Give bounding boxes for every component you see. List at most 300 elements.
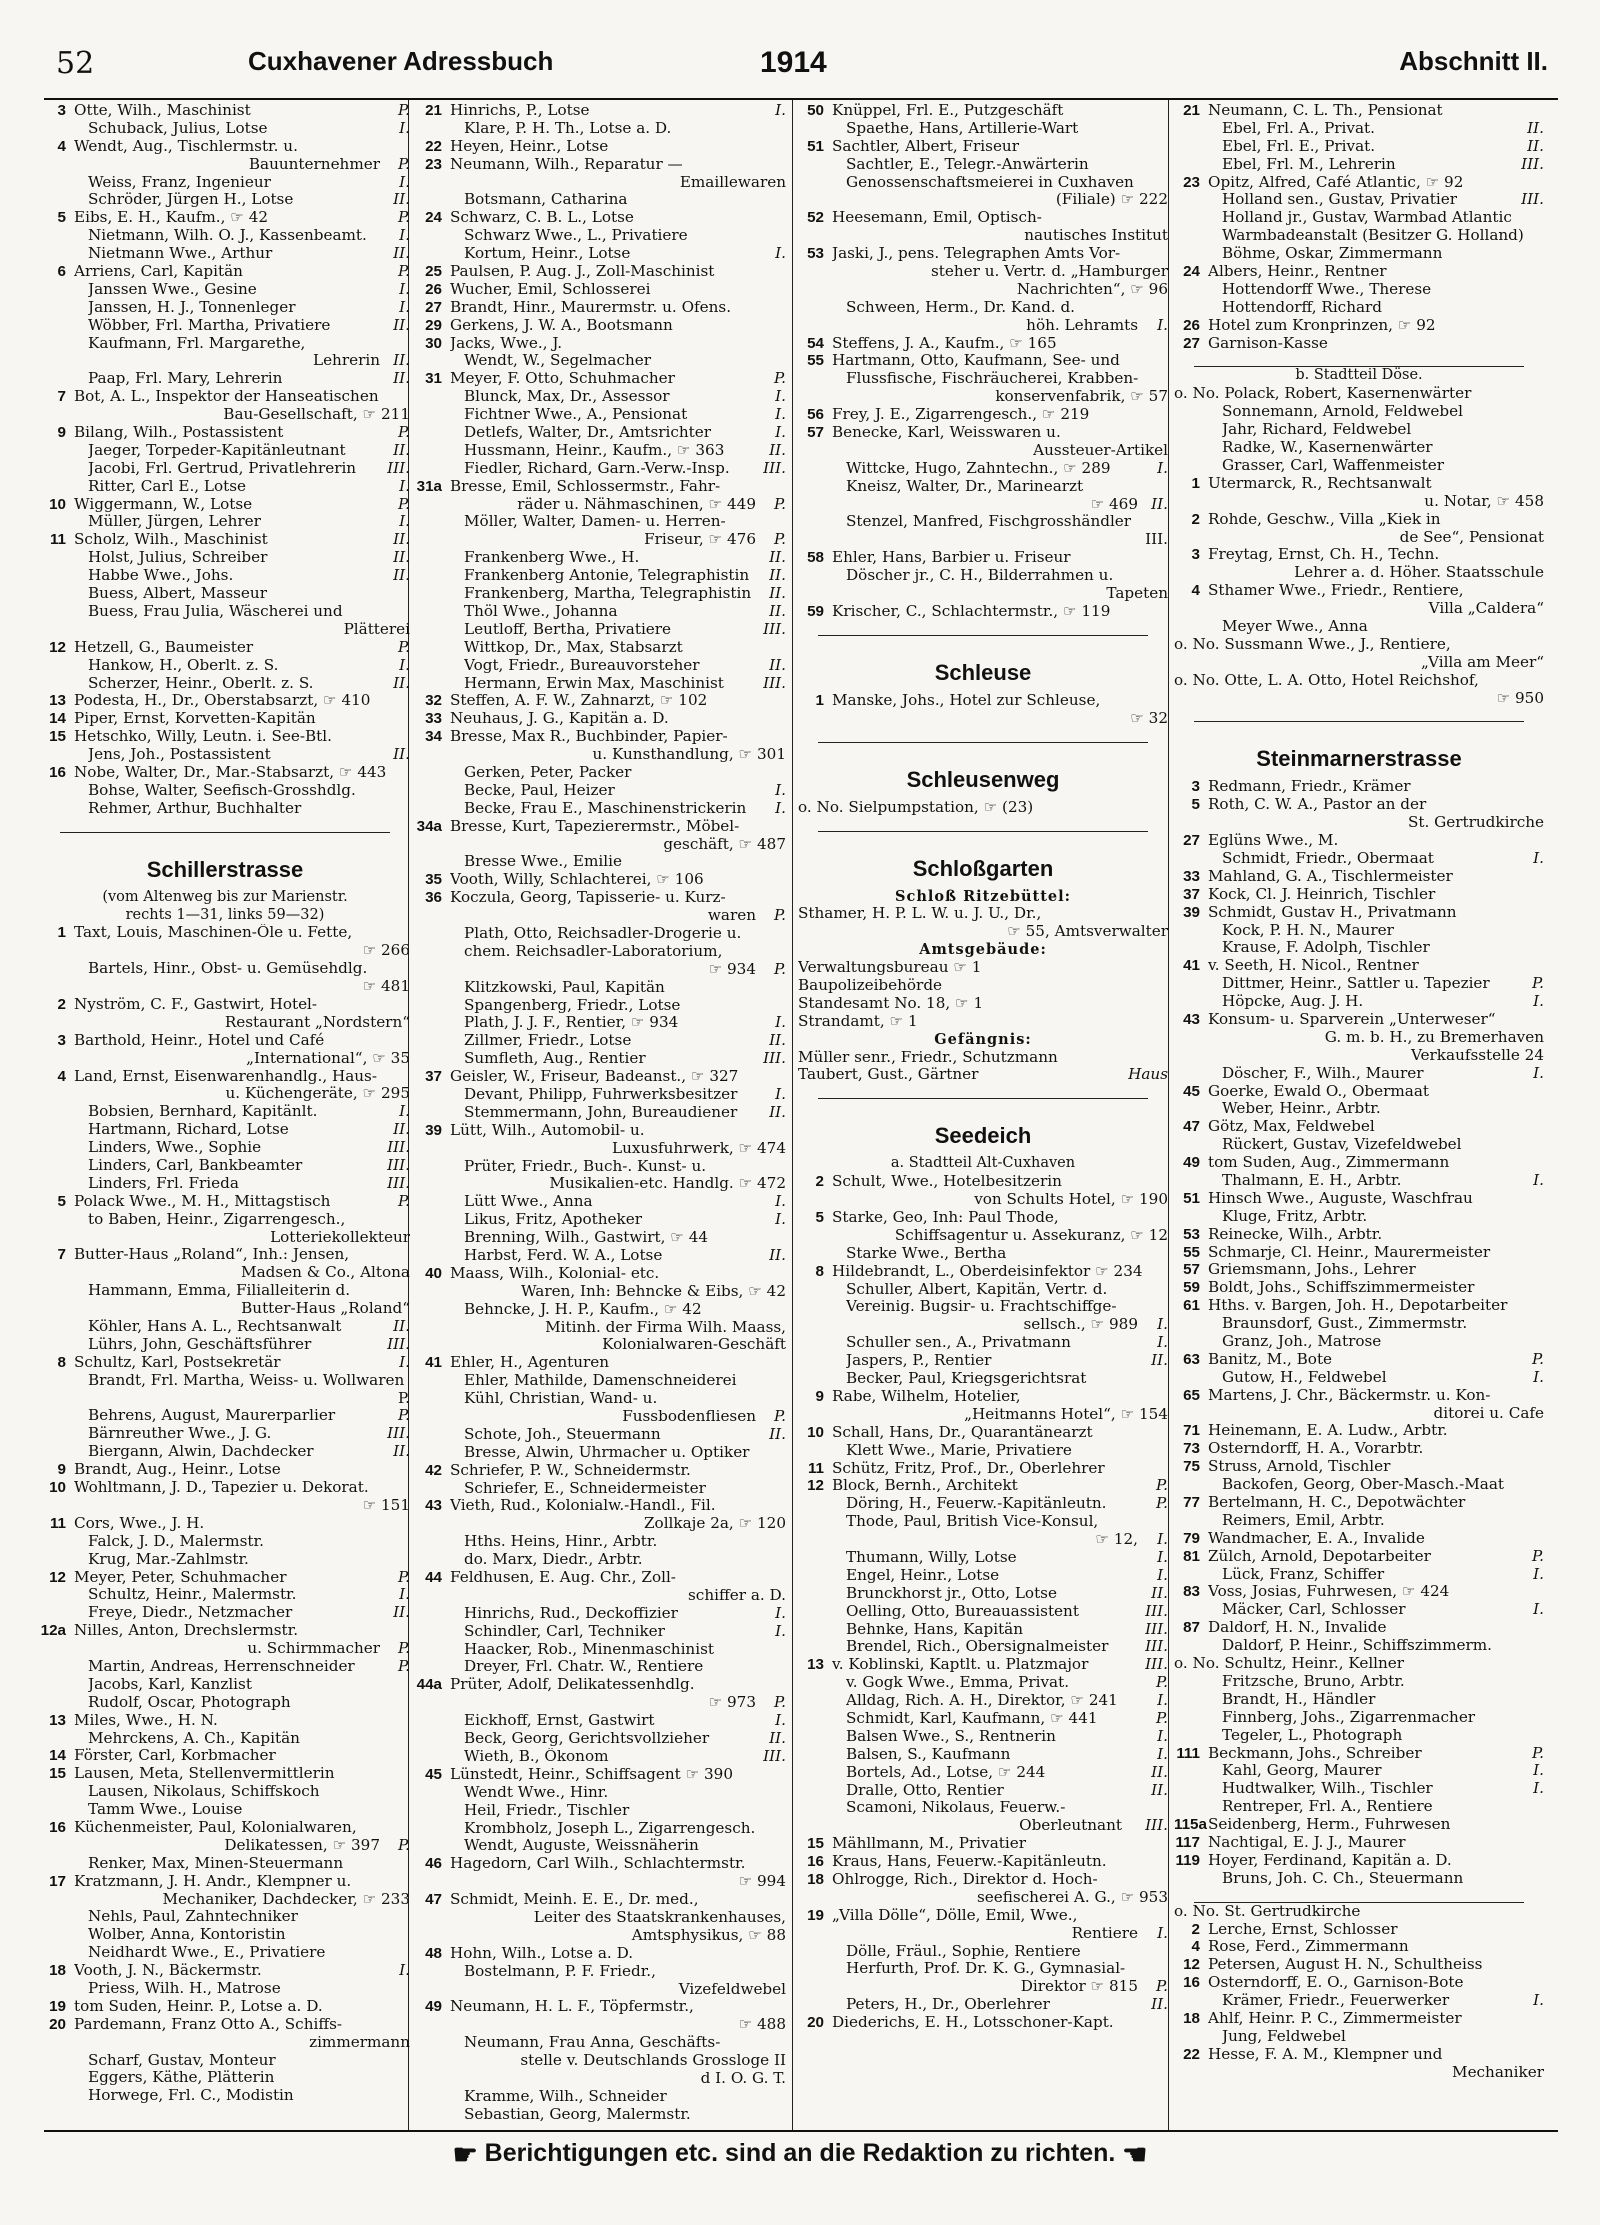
floor-mark: I. [399,119,410,137]
resident-text: ☞ 151 [362,1496,410,1514]
resident-text: Reinecke, Wilh., Arbtr. [1208,1225,1383,1243]
address-entry [1174,1476,1544,1494]
resident-text: Luxusfuhrwerk, ☞ 474 [612,1139,786,1157]
resident-text: Leutloff, Bertha, Privatiere [464,620,672,638]
address-entry [40,1479,410,1497]
address-entry [416,728,786,746]
house-number: 6 [57,263,66,281]
resident-text: Dölle, Fräul., Sophie, Rentiere [846,1942,1081,1960]
address-entry [40,496,410,514]
address-entry [40,531,410,549]
resident-text: Jens, Joh., Postassistent [88,746,271,764]
house-number: 26 [1183,316,1200,334]
address-entry [40,585,410,603]
resident-text: Hetschko, Willy, Leutn. i. See-Btl. [74,728,332,746]
house-number: 16 [49,763,66,781]
address-entry [416,1175,786,1193]
address-entry [798,281,1168,299]
resident-text: Madsen & Co., Altona [241,1264,410,1282]
address-entry [798,1889,1168,1907]
address-entry [40,1246,410,1264]
column-divider [1168,100,1169,2130]
resident-text: „Heitmanns Hotel“, ☞ 154 [964,1405,1168,1423]
resident-text: Biergann, Alwin, Dachdecker [88,1443,314,1461]
resident-text: Rose, Ferd., Zimmermann [1208,1938,1409,1956]
address-entry [798,977,1168,995]
resident-text: Holst, Julius, Schreiber [88,549,268,567]
resident-text: seefischerei A. G., ☞ 953 [976,1888,1168,1906]
resident-text: d I. O. G. T. [700,2069,786,2087]
house-number: 13 [49,692,66,710]
floor-mark: III. [387,1335,410,1353]
address-entry [1174,2064,1544,2082]
address-entry [798,799,1168,817]
floor-mark: I. [1533,1172,1544,1189]
address-entry [798,1603,1168,1621]
house-number: 49 [1183,1154,1200,1172]
house-number: 33 [425,710,442,728]
resident-text: Frankenberg Wwe., H. [464,549,640,567]
resident-text: Ritter, Carl E., Lotse [88,477,247,495]
address-entry [1174,582,1544,600]
address-entry [40,406,410,424]
house-number: 79 [1183,1529,1200,1547]
address-entry [40,513,410,531]
floor-mark: II. [769,656,786,674]
resident-text: Cors, Wwe., J. H. [74,1514,205,1532]
resident-text: Hildebrandt, L., Oberdeisinfektor ☞ 234 [832,1262,1143,1280]
resident-text: Koczula, Georg, Tapisserie- u. Kurz- [450,889,726,907]
address-entry [40,639,410,657]
address-entry [798,585,1168,603]
floor-mark: I. [775,1622,786,1640]
resident-text: Tapeten [1106,585,1168,603]
resident-text: Götz, Max, Feldwebel [1208,1118,1375,1136]
resident-text: Mäcker, Carl, Schlosser [1222,1601,1406,1619]
resident-text: Klitzkowski, Paul, Kapitän [464,978,665,996]
address-entry [416,442,786,460]
resident-text: Jaeger, Torpeder-Kapitänleutnant [88,441,346,459]
resident-text: Engel, Heinr., Lotse [846,1566,1000,1584]
resident-text: Horwege, Frl. C., Modistin [88,2087,294,2105]
resident-text: ☞ 469 [1090,495,1138,513]
resident-text: o. No. Sussmann Wwe., J., Rentiere, [1174,635,1451,653]
resident-text: Daldorf, P. Heinr., Schiffszimmerm. [1222,1637,1492,1655]
house-number: 3 [1191,546,1200,564]
resident-text: ☞ 32 [1130,709,1168,727]
house-number: 12a [40,1622,66,1640]
header-rule [44,98,1558,100]
address-entry [1174,1798,1544,1816]
address-entry [416,1301,786,1319]
address-entry [40,1050,410,1068]
floor-mark: II. [393,674,410,692]
floor-mark: II. [393,352,410,370]
address-entry [40,1068,410,1086]
resident-text: Boldt, Johs., Schiffszimmermeister [1208,1279,1475,1297]
address-entry [798,478,1168,496]
address-entry [40,370,410,388]
address-entry [416,585,786,603]
house-number: 119 [1175,1851,1200,1869]
address-entry [40,156,410,174]
house-number: 19 [49,1997,66,2015]
address-entry [40,245,410,263]
resident-text: Struss, Arnold, Tischler [1208,1458,1391,1476]
house-number: 115a [1174,1816,1207,1834]
building-subheading: Schloß Ritzebüttel: [895,887,1071,905]
address-entry [40,657,410,675]
resident-text: u. Schirmmacher [247,1640,380,1658]
page-header [40,40,1560,90]
address-entry [1174,1512,1544,1530]
resident-text: Direktor ☞ 815 [1020,1978,1138,1996]
house-number: 32 [425,692,442,710]
house-number: 53 [1183,1225,1200,1243]
address-entry [40,1998,410,2016]
house-number: 12 [49,638,66,656]
address-entry [416,1086,786,1104]
resident-text: ☞ 481 [362,978,410,996]
resident-text: Nachtigal, E. J. J., Maurer [1208,1833,1406,1851]
address-entry [40,692,410,710]
resident-text: Bohse, Walter, Seefisch-Grosshdlg. [88,781,356,799]
resident-text: Kolonialwaren-Geschäft [602,1336,786,1354]
address-entry [798,317,1168,335]
floor-mark: II. [393,370,410,388]
resident-text: do. Marx, Diedr., Arbtr. [464,1551,643,1569]
address-entry [416,1032,786,1050]
address-entry [40,1622,410,1640]
house-number: 37 [1183,885,1200,903]
resident-text: Brandt, H., Händler [1222,1690,1376,1708]
floor-mark: P. [1532,1744,1544,1762]
resident-text: Prüter, Friedr., Buch-. Kunst- u. [464,1157,707,1175]
resident-text: Möller, Walter, Damen- u. Herren- [464,513,726,531]
resident-text: v. Koblinski, Kaptlt. u. Platzmajor [832,1656,1089,1674]
resident-text: Tamm Wwe., Louise [88,1801,243,1819]
address-entry [1174,1136,1544,1154]
address-entry [416,925,786,943]
resident-text: Sachtler, Albert, Friseur [832,137,1019,155]
resident-text: Oelling, Otto, Bureauassistent [846,1602,1079,1620]
house-number: 53 [807,245,824,263]
address-entry [40,460,410,478]
house-number: 14 [49,1747,66,1765]
address-entry [40,1944,410,1962]
address-entry [1174,1154,1544,1172]
address-entry [416,370,786,388]
house-number: 26 [425,280,442,298]
floor-mark: I. [775,424,786,442]
address-entry [1174,120,1544,138]
resident-text: Wöbber, Frl. Martha, Privatiere [88,316,331,334]
resident-text: Neumann, C. L. Th., Pensionat [1208,102,1443,119]
address-entry [416,2088,786,2106]
resident-text: Jaspers, P., Rentier [846,1352,992,1370]
resident-text: o. No. Schultz, Heinr., Kellner [1174,1655,1405,1673]
floor-mark: I. [1157,316,1168,334]
resident-text: Beckmann, Johs., Schreiber [1208,1744,1422,1762]
address-entry [416,531,786,549]
address-entry [1174,1637,1544,1655]
address-entry [798,2014,1168,2032]
resident-text: Ebel, Frl. E., Privat. [1222,137,1376,155]
address-entry [40,1085,410,1103]
address-entry [40,1694,410,1712]
house-number: 31 [425,370,442,388]
resident-text: Redmann, Friedr., Krämer [1208,778,1411,796]
address-entry [416,1497,786,1515]
resident-text: Ebel, Frl. M., Lehrerin [1222,155,1396,173]
address-entry [416,657,786,675]
floor-mark: II. [1151,1763,1168,1781]
house-number: 24 [425,209,442,227]
address-entry [1174,529,1544,547]
resident-text: Rückert, Gustav, Vizefeldwebel [1222,1136,1462,1154]
address-entry [416,1605,786,1623]
resident-text: Barthold, Heinr., Hotel und Café [74,1031,325,1049]
resident-text: Döscher, F., Wilh., Maurer [1222,1064,1424,1082]
address-entry [1174,1279,1544,1297]
resident-text: Kneisz, Walter, Dr., Marinearzt [846,477,1084,495]
address-entry [416,567,786,585]
resident-text: Kratzmann, J. H. Andr., Klempner u. [74,1872,352,1890]
address-entry [1174,975,1544,993]
floor-mark: III. [763,459,786,477]
resident-text: Flussfische, Fischräucherei, Krabben- [846,370,1139,388]
address-entry [416,478,786,496]
resident-text: Vieth, Rud., Kolonialw.-Handl., Fil. [450,1497,716,1515]
resident-text: Baupolizeibehörde [798,976,943,994]
resident-text: Botsmann, Catharina [464,191,628,209]
house-number: 21 [425,102,442,119]
address-entry [798,1674,1168,1692]
address-entry [798,1960,1168,1978]
address-entry [40,424,410,442]
resident-text: Brandt, Frl. Martha, Weiss- u. Wollwaren [88,1371,405,1389]
floor-mark: P. [774,370,786,388]
address-entry [416,1784,786,1802]
floor-mark: I. [775,1193,786,1211]
address-entry [40,1425,410,1443]
address-entry [416,1247,786,1265]
address-entry [40,728,410,746]
address-entry [40,1658,410,1676]
resident-text: Meyer Wwe., Anna [1222,617,1368,635]
house-number: 50 [807,102,824,119]
address-entry [416,1658,786,1676]
resident-text: Starke Wwe., Bertha [846,1244,1007,1262]
floor-mark: II. [769,1730,786,1748]
floor-mark: Haus [1128,1066,1168,1084]
resident-text: Müller senr., Friedr., Schutzmann [798,1048,1058,1066]
address-entry [1174,796,1544,814]
resident-text: Vooth, Willy, Schlachterei, ☞ 106 [450,871,704,889]
address-entry [1174,227,1544,245]
address-entry [40,978,410,996]
address-entry [1174,1083,1544,1101]
floor-mark: I. [1533,1780,1544,1798]
floor-mark: II. [393,746,410,764]
address-entry [798,1710,1168,1728]
house-number: 10 [807,1423,824,1441]
address-entry [416,227,786,245]
address-entry [1174,1834,1544,1852]
resident-text: Starke, Geo, Inh: Paul Thode, [832,1209,1059,1227]
house-number: 27 [1183,334,1200,352]
resident-text: Polack Wwe., M. H., Mittagstisch [74,1192,331,1210]
address-entry [798,1728,1168,1746]
house-number: 4 [1191,1938,1200,1956]
address-entry [798,923,1168,941]
resident-text: Fussbodenfliesen [622,1408,756,1426]
section-divider [818,1098,1148,1099]
resident-text: Petersen, August H. N., Schultheiss [1208,1956,1483,1974]
address-entry [416,639,786,657]
address-entry [798,1871,1168,1889]
resident-text: Devant, Philipp, Fuhrwerksbesitzer [464,1085,738,1103]
resident-text: tom Suden, Heinr. P., Lotse a. D. [74,1997,323,2015]
resident-text: Wendt Wwe., Hinr. [464,1783,609,1801]
resident-text: Beck, Georg, Gerichtsvollzieher [464,1730,710,1748]
floor-mark: I. [1533,1601,1544,1619]
resident-text: Bärnreuther Wwe., J. G. [88,1425,272,1443]
resident-text: Nobe, Walter, Dr., Mar.-Stabsarzt, ☞ 443 [74,763,387,781]
address-entry [416,1480,786,1498]
resident-text: Nyström, C. F., Gastwirt, Hotel- [74,996,318,1013]
floor-mark: P. [774,907,786,925]
resident-text: Wolber, Anna, Kontoristin [88,1926,286,1944]
resident-text: ☞ 934 [708,960,756,978]
address-entry [40,1551,410,1569]
resident-text: Schmidt, Meinh. E. E., Dr. med., [450,1891,699,1909]
address-entry [1174,1494,1544,1512]
resident-text: Herfurth, Prof. Dr. K. G., Gymnasial- [846,1960,1126,1978]
address-entry [416,1104,786,1122]
resident-text: Janssen Wwe., Gesine [88,280,257,298]
address-entry [798,388,1168,406]
address-entry [416,997,786,1015]
street-subheading: a. Stadtteil Alt-Cuxhaven [890,1155,1076,1172]
resident-text: Standesamt No. 18, ☞ 1 [798,994,984,1012]
address-entry [40,1461,410,1479]
address-entry [1174,1673,1544,1691]
resident-text: Falck, J. D., Malermstr. [88,1532,264,1550]
resident-text: ☞ 950 [1496,689,1544,707]
address-entry [416,1694,786,1712]
house-number: 11 [49,1514,66,1532]
address-entry [416,1229,786,1247]
resident-text: Rabe, Wilhelm, Hotelier, [832,1387,1021,1405]
address-entry [40,549,410,567]
resident-text: o. No. St. Gertrudkirche [1174,1902,1361,1920]
column-divider [792,100,793,2130]
address-entry [416,675,786,693]
address-entry [798,1638,1168,1656]
resident-text: Kahl, Georg, Maurer [1222,1762,1382,1780]
resident-text: steher u. Vertr. d. „Hamburger [930,263,1168,281]
house-number: 2 [815,1173,824,1191]
address-entry [40,2016,410,2034]
floor-mark: II. [769,602,786,620]
resident-text: zimmermann [309,2033,410,2051]
resident-text: Daldorf, H. N., Invalide [1208,1619,1387,1637]
floor-mark: II. [393,1121,410,1139]
address-entry [798,335,1168,353]
address-entry [1174,1852,1544,1870]
resident-text: Rentreper, Frl. A., Rentiere [1222,1798,1433,1816]
floor-mark: III. [387,1139,410,1157]
house-number: 33 [1183,867,1200,885]
house-number: 39 [1183,903,1200,921]
resident-text: Buess, Albert, Masseur [88,585,267,603]
house-number: 4 [57,137,66,155]
resident-text: Rohde, Geschw., Villa „Kiek in [1208,510,1441,528]
address-entry [40,942,410,960]
resident-text: Neuhaus, J. G., Kapitän a. D. [450,710,669,728]
resident-text: Freytag, Ernst, Ch. H., Techn. [1208,546,1440,564]
floor-mark: I. [399,1353,410,1371]
address-entry [40,996,410,1014]
address-entry [1174,1118,1544,1136]
address-entry [798,442,1168,460]
resident-text: Hartmann, Richard, Lotse [88,1121,289,1139]
resident-text: Osterndorff, E. O., Garnison-Bote [1208,1974,1464,1992]
resident-text: Sthamer, H. P. L. W. u. J. U., Dr., [798,905,1042,923]
resident-text: Scholz, Wilh., Maschinist [74,531,268,549]
footer-rule [44,2130,1558,2132]
house-number: 15 [49,728,66,746]
house-number: 13 [49,1711,66,1729]
address-entry [416,1873,786,1891]
resident-text: Ehler, Hans, Barbier u. Friseur [832,549,1071,567]
house-number: 4 [1191,582,1200,600]
street-heading: Seedeich [934,1123,1032,1149]
resident-text: ☞ 488 [738,2016,786,2034]
resident-text: Rentiere [1071,1924,1138,1942]
address-entry [416,102,786,120]
resident-text: Eggers, Käthe, Plätterin [88,2069,275,2087]
house-number: 71 [1183,1422,1200,1440]
address-entry [1174,1208,1544,1226]
resident-text: Klett Wwe., Marie, Privatiere [846,1441,1072,1459]
house-number: 65 [1183,1386,1200,1404]
address-entry [798,1799,1168,1817]
floor-mark: I. [775,388,786,406]
resident-text: Wendt, W., Segelmacher [464,352,652,370]
resident-text: Jacobs, Karl, Kanzlist [88,1675,252,1693]
address-entry [1174,1333,1544,1351]
address-entry [416,1730,786,1748]
house-number: 11 [49,531,66,549]
address-entry [40,1604,410,1622]
address-entry [40,1515,410,1533]
resident-text: Konsum- u. Sparverein „Unterweser“ [1208,1010,1496,1028]
house-number: 16 [49,1818,66,1836]
house-number: 16 [1183,1974,1200,1992]
house-number: 20 [807,2014,824,2032]
resident-text: Hussmann, Heinr., Kaufm., ☞ 363 [464,441,725,459]
floor-mark: II. [769,1032,786,1050]
address-entry [416,1963,786,1981]
resident-text: ☞ 55, Amtsverwalter [1007,923,1168,941]
floor-mark: I. [399,280,410,298]
address-entry [40,603,410,621]
floor-mark: III. [763,620,786,638]
address-entry [40,138,410,156]
floor-mark: I. [1533,1992,1544,2010]
